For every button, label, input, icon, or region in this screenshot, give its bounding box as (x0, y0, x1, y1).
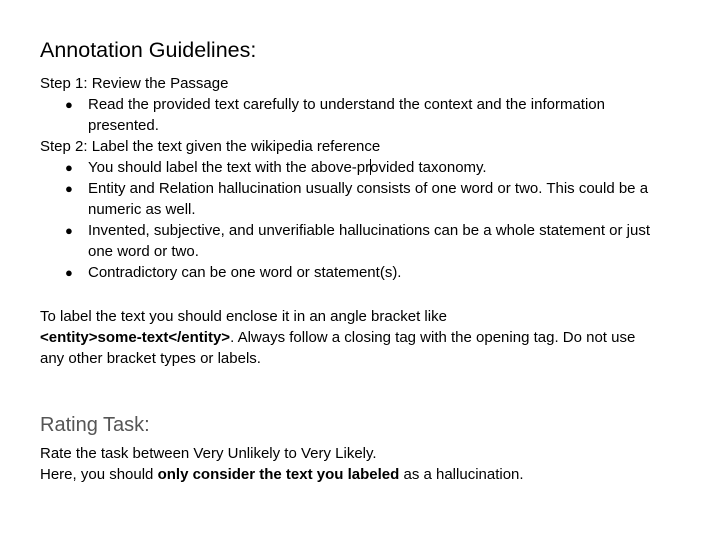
labeling-intro: To label the text you should enclose it in an angle bracket like (40, 308, 447, 325)
labeling-rest: . Always follow a closing tag with the opening tag. Do not use any other bracket types or labels. (40, 329, 636, 367)
rating-line-2 (40, 464, 660, 485)
bullet-icon: ● (65, 97, 73, 112)
bullet-text-end: ovided taxonomy. (370, 159, 487, 176)
bullet-icon: ● (65, 181, 73, 196)
step-1-bullet-item (40, 94, 670, 136)
bullet-text: Read the provided text carefully to understand the context and the information presented. (88, 96, 605, 134)
step-2-bullet-item (40, 178, 670, 220)
labeling-example-tag: <entity>some-text</entity> (40, 329, 231, 346)
bullet-icon: ● (65, 265, 73, 280)
bullet-text-start: You should label the text with the above-pr (88, 159, 371, 176)
bullet-icon: ● (65, 223, 73, 238)
bullet-text: Invented, subjective, and unverifiable hallucinations can be a whole statement or just one word or two. (88, 222, 651, 260)
rating-title: Rating Task: (40, 414, 150, 436)
step-1-bullet-list (40, 94, 670, 136)
step-1-label: Step 1: Review the Passage (40, 75, 229, 92)
step-2-bullet-list (40, 157, 670, 283)
bullet-text: Entity and Relation hallucination usually consists of one word or two. This could be a numeric as well. (88, 180, 649, 218)
guidelines-title: Annotation Guidelines: (40, 38, 257, 62)
step-2-bullet-item (40, 262, 670, 283)
rating-line-1: Rate the task between Very Unlikely to Very Likely. (40, 445, 377, 462)
step-2-bullet-item (40, 157, 670, 178)
bullet-icon: ● (65, 160, 73, 175)
rating-line-2-emphasis: only consider the text you labeled (157, 466, 400, 483)
labeling-instructions (40, 306, 660, 369)
rating-line-2-start: Here, you should (40, 466, 158, 483)
rating-line-2-end: as a hallucination. (399, 466, 524, 483)
step-2-label: Step 2: Label the text given the wikipedia reference (40, 138, 381, 155)
bullet-text: Contradictory can be one word or statement(s). (88, 264, 402, 281)
step-2-bullet-item (40, 220, 670, 262)
